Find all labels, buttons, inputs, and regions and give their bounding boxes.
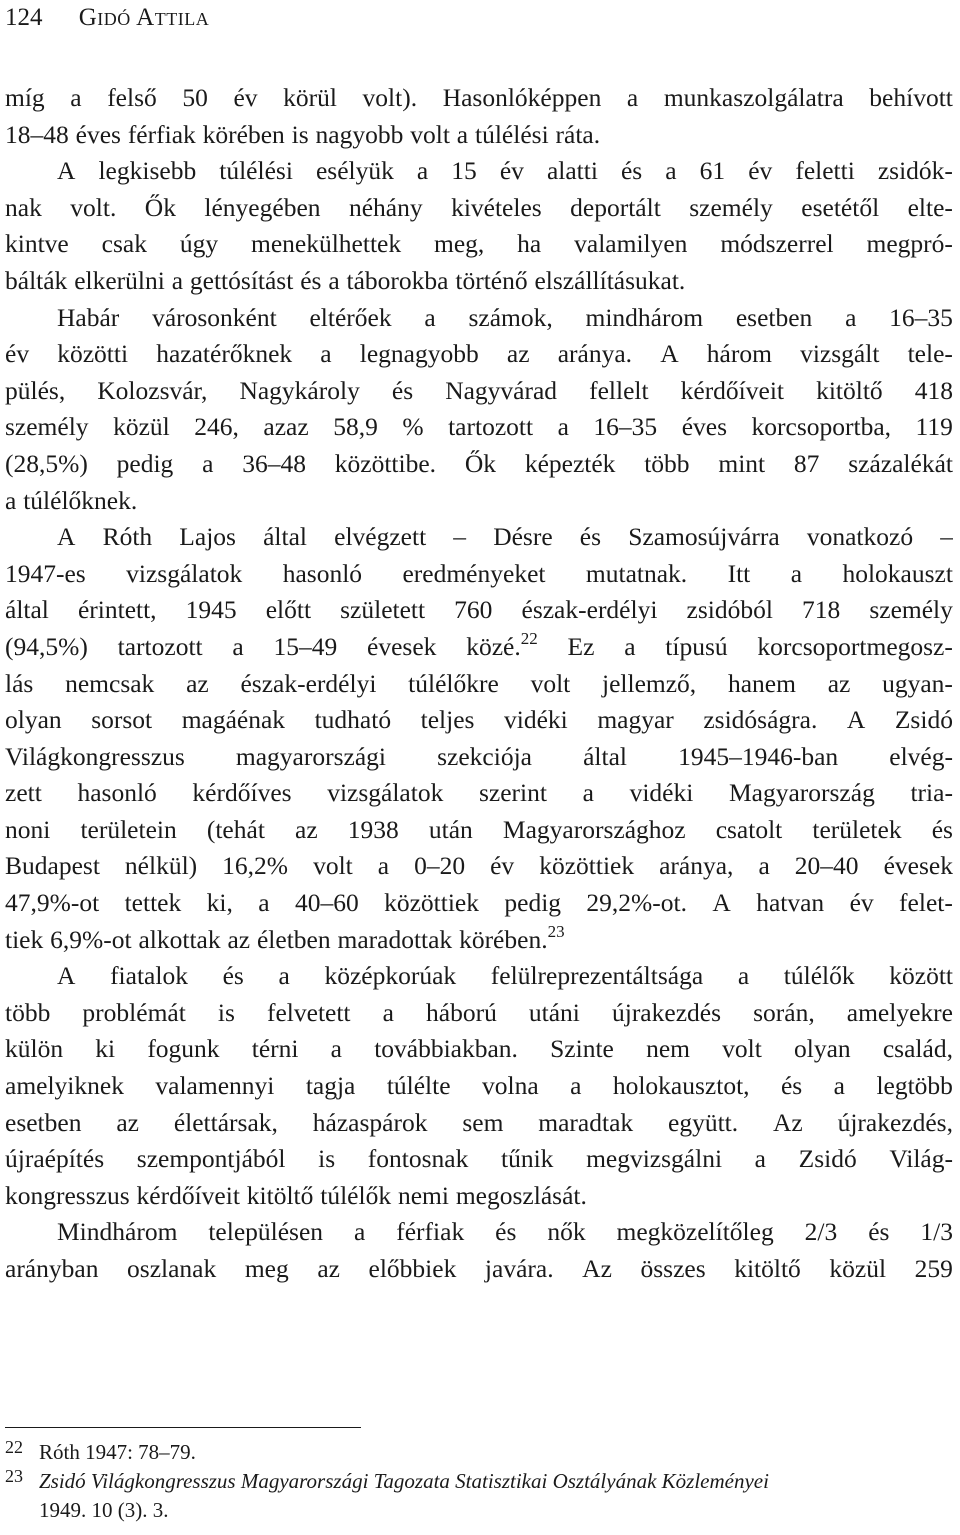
body-line: Világkongresszus magyarországi szekciója által 1945–1946-ban elvég- <box>5 741 953 771</box>
body-line: (94,5%) tartozott a 15–49 évesek közé.$^{22}$ Ez a típusú korcsoportmegosz- <box>5 628 953 661</box>
body-line: A fiatalok és a középkorúak felülreprezentáltsága a túlélők között <box>57 961 953 991</box>
body-line: (28,5%) pedig a 36–48 közöttibe. Ők képezték több mint 87 százalékát <box>5 448 953 478</box>
footnote <box>5 1438 953 1467</box>
running-head <box>5 2 209 34</box>
footnote-number: 23 <box>5 1466 23 1486</box>
body-line: nak volt. Ők lényegében néhány kivételes deportált személy esetétől elte- <box>5 192 953 222</box>
body-line: 1947-es vizsgálatok hasonló eredményeket mutatnak. Itt a holokauszt <box>5 558 953 588</box>
body-line: bálták elkerülni a gettósítást és a táborokba történő elszállításukat. <box>5 265 686 295</box>
body-line: noni területein (tehát az 1938 után Magyarországhoz csatolt területek és <box>5 814 953 844</box>
body-line: A Róth Lajos által elvégzett – Désre és Szamosújvárra vonatkozó – <box>57 522 953 552</box>
body-line: kintve csak úgy menekülhettek meg, ha valamilyen módszerrel megpró- <box>5 229 953 259</box>
footnote-divider <box>5 1427 361 1428</box>
body-line: zett hasonló kérdőíves vizsgálatok szerint a vidéki Magyarország tria- <box>5 778 953 808</box>
page-number: 124 <box>5 4 43 31</box>
body-line: kongresszus kérdőíveit kitöltő túlélők nemi megoszlását. <box>5 1180 587 1210</box>
footnotes <box>5 1438 953 1525</box>
body-line: újraépítés szempontjából is fontosnak tűnik megvizsgálni a Zsidó Világ- <box>5 1144 953 1174</box>
footnote-ref: 23 <box>547 921 565 941</box>
body-line: míg a felső 50 év körül volt). Hasonlóképpen a munkaszolgálatra behívott <box>5 83 953 112</box>
body-line: külön ki fogunk térni a továbbiakban. Szinte nem volt olyan család, <box>5 1034 953 1064</box>
running-head-author: Gidó Attila <box>78 4 210 31</box>
footnote-text-continuation: 1949. 10 (3). 3. <box>39 1498 169 1522</box>
body-text <box>5 80 953 1288</box>
body-line: Habár városonként eltérőek a számok, mindhárom esetben a 16–35 <box>57 302 953 332</box>
body-line: amelyiknek valamennyi tagja túlélte volna a holokausztot, és a legtöbb <box>5 1071 953 1101</box>
body-line: pülés, Kolozsvár, Nagykároly és Nagyvárad fellelt kérdőíveit kitöltő 418 <box>5 375 953 405</box>
footnote <box>5 1467 953 1525</box>
body-line: esetben az élettársak, házaspárok sem maradtak együtt. Az újrakezdés, <box>5 1107 953 1137</box>
body-line: tiek 6,9%-ot alkottak az életben maradottak körében.$^{23}$ <box>5 921 565 954</box>
body-line: a túlélőknek. <box>5 485 138 515</box>
body-line: személy közül 246, azaz 58,9 % tartozott a 16–35 éves korcsoportba, 119 <box>5 412 953 442</box>
footnote-ref: 22 <box>520 628 538 648</box>
body-line: Budapest nélkül) 16,2% volt a 0–20 év közöttiek aránya, a 20–40 évesek <box>5 851 953 881</box>
body-line: arányban oszlanak meg az előbbiek javára. Az összes kitöltő közül 259 <box>5 1254 953 1283</box>
body-line: 47,9%-ot tettek ki, a 40–60 közöttiek pedig 29,2%-ot. A hatvan év felet- <box>5 888 953 918</box>
body-line: lás nemcsak az észak-erdélyi túlélőkre volt jellemző, hanem az ugyan- <box>5 668 953 698</box>
body-line: olyan sorsot magáénak tudható teljes vidéki magyar zsidóságra. A Zsidó <box>5 705 953 735</box>
footnote-text: Zsidó Világkongresszus Magyarországi Tagozata Statisztikai Osztályának Közleményei <box>39 1469 769 1493</box>
body-line: több problémát is felvetett a háború utáni újrakezdés során, amelyekre <box>5 997 953 1027</box>
body-line: 18–48 éves férfiak körében is nagyobb volt a túlélési ráta. <box>5 119 601 149</box>
body-line: A legkisebb túlélési esélyük a 15 év alatti és a 61 év feletti zsidók- <box>57 156 953 186</box>
body-line: Mindhárom településen a férfiak és nők megközelítőleg 2/3 és 1/3 <box>57 1217 953 1247</box>
body-line: év közötti hazatérőknek a legnagyobb az aránya. A három vizsgált tele- <box>5 339 953 369</box>
footnote-number: 22 <box>5 1437 23 1457</box>
footnote-text: Róth 1947: 78–79. <box>39 1440 196 1464</box>
body-line: által érintett, 1945 előtt született 760 észak-erdélyi zsidóból 718 személy <box>5 595 953 625</box>
